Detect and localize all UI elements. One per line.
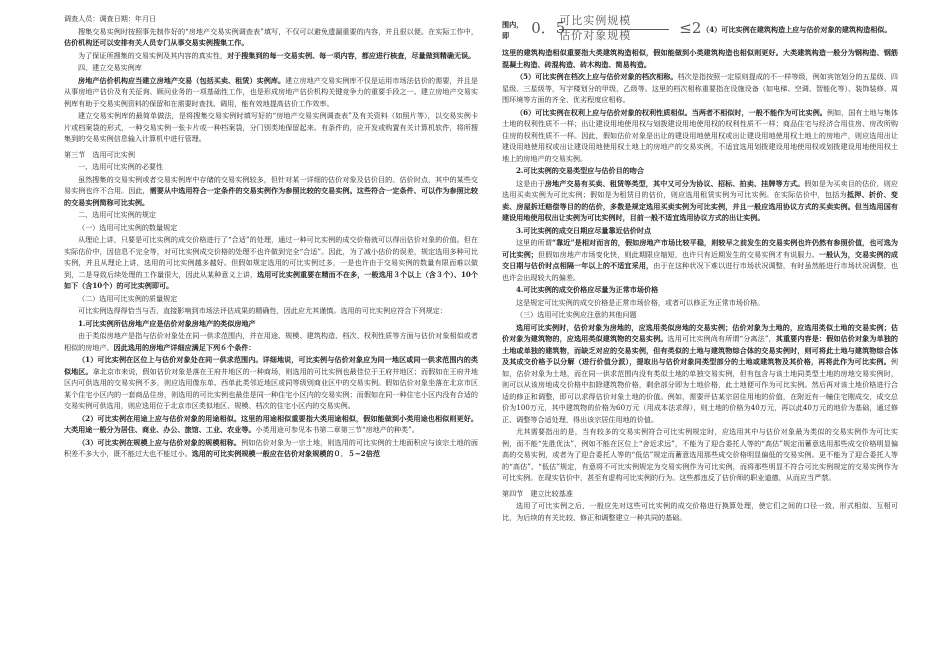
paragraph: （2）可比实例在用途上应与估价对象的用途相似。这里的用途相似重要指大类用途相似，假如能做到小类用途也相似则更好。大类用途一般分为居住、商业、办公、旅馆、工业、农业等。小类用途可参见本书第二章第三节“房地产的种类”。 — [64, 413, 478, 434]
heading: 一、选用可比实例的必要性 — [78, 162, 164, 171]
section-heading: 第三节 选用可比实例 — [64, 149, 135, 159]
formula-upper-bound: ≤2 — [679, 19, 702, 37]
paragraph: （3）可比实例在规模上应与估价对象的规模相称。例如估价对象为一宗土地，则选用的可比实例的土地面积应与该宗土地的面积差不多大小，既不能过大也不能过小。选用的可比实例规模一般应在估价对象规模的０．５~2倍范 — [64, 437, 479, 458]
paragraph: 这里的建筑构造相似重要指大类建筑构造相似，假如能做到小类建筑构造也相似则更好。大类建筑构造一般分为钢构造、钢筋混凝土构造、砖混构造、砖木构造、简易构造。 — [502, 48, 898, 69]
survey-info-line: 调查人员：调查日期：年月日 — [64, 14, 157, 23]
subheading: （一）选用可比实例的数量规定 — [78, 222, 178, 232]
numbered-heading: 2.可比实例的交易类型应与估价目的吻合 — [516, 166, 644, 175]
paragraph: 尤其需要指出的是，当有较多的交易实例符合可比实例规定时，应选用其中与估价对象最为类似的交易实例作为可比实例，而不能“先胜优汰”，例如不能在区位上“舍近求远”，不能为了迎合委托人等的“高估”规定而蓄意选用那些成交价格明显偏高的交易实例，或者为了迎合委托人等的“低估”规定而蓄意选用那些成交价格明显偏低的交易实例。更不能为了迎合委托人等的“高估”、“低估”规定，有意将不可比实例规定为交易实例作为可比实例，而将那些明显不符合可比实例规定的交易实例作为可比实例。在现实估价中，甚至有虚构可比实例的行为。这些都违反了估价师的职业道德，从而应当严禁。 — [502, 427, 898, 482]
paragraph: 选用了可比实例之后，一般应先对这些可比实例的成交价格进行换算处理，使它们之间的口径一致、形式相似、互相可比，为后续的有关比较、修正和调整建立一种共同的基础。 — [502, 501, 898, 522]
paragraph: 建立交易实例库的最简单做法，是将搜集交易实例时填写好的“房地产交易实例调查表”及有关资料（如照片等），以交易实例卡片或档案袋的形式，一种交易实例一张卡片或一种档案袋，分门别类地保留起来。有条件的，应开发或购置有关计算机软件，将所搜集到的交易实例信息输入计算机中进行管理。 — [64, 111, 478, 143]
paragraph: 虽然搜集的交易实例或者交易实例库中存储的交易实例较多，但针对某一详细的估价对象及估价目的、估价时点，其中的某些交易实例也许不合用。因此，需要从中选用符合一定条件的交易实例作为参照比较的交易实例。这些符合一定条件、可以作为参照比较的交易实例简称可比实例。 — [64, 174, 479, 207]
paragraph: 搜集交易实例时按照事先制作好的“房地产交易实例调查表”填写，不仅可以避免遗漏重要的内容，并且很以便。在实际工作中，估价机构还可以安排有关人员专门从事交易实例搜集工作。 — [64, 26, 478, 47]
left-column — [64, 13, 478, 461]
heading: 四、建立交易实例库 — [78, 63, 142, 72]
paragraph: 房地产估价机构应当建立房地产交易（包括买卖、租赁）实例库。建立房地产交易实例库不仅是运用市场法估价的需要，并且是从事房地产估价及有关征询、顾问业务的一项基础性工作，也是形成房地产估价机构关键竞争力的重要手段之一。建立房地产交易实例库有助于交易实例资料的保留和在需要时查找、调用，能有效地提高估价工作效率。 — [64, 75, 479, 108]
heading: 二、选用可比实例的规定 — [78, 210, 157, 219]
formula-tail-text: （4）可比实例在建筑构造上应与估价对象的建筑构造相似。 — [702, 25, 892, 35]
paragraph: （1）可比实例在区位上与估价对象处在同一供求范围内。详细地说，可比实例与估价对象应为同一地区或同一供求范围内的类似地区。拿北京市来说，假如估价对象是落在王府井地区的一种商场，则选用的可比实例也最佳位于王府井地区；而假如在王府井地区内可供选用的交易实例不多，则应选用像东单、西单此类邻近地区或同等级别商业区中的交易实例。假如估价对象坐落在北京市区某个住宅小区内的一套商品住房，则选用的可比实例也最佳是同一种住宅小区内的交易实例；而假如在同一种住宅小区内没有合适的交易实例可供选用，则应选用位于北京市区类似地区、规模、档次的住宅小区内的交易实例。 — [64, 355, 479, 410]
paragraph: 从理论上讲，只要是可比实例的成交价格进行了“合适”的处理，通过一种可比实例的成交价格就可以得出估价对象的价值。但在实际估价中，因信息不完全等，对可比实例成交价格的处理不也许做到完全“合适”。因此，为了减小估价的误差，规定选用多种可比实例，并且从理论上讲，选用的可比实例越多越好。但假如规定选用的可比实例过多，一是也许由于交易实例的数量有限而难以做到，二是导致后续处理的工作量很大，因此从某种意义上讲，选用可比实例重要在精而不在多，一般选用３个以上（含３个）、10个如下（含10个）的可比实例即可。 — [64, 235, 478, 290]
formula-lower-bound: 0．5 — [531, 19, 566, 37]
formula-line — [502, 13, 898, 47]
numbered-heading: 3.可比实例的成交日期应尽量靠近估价时点 — [516, 225, 652, 235]
subheading: （二）选用可比实例的质量规定 — [78, 293, 178, 303]
paragraph: （5）可比实例在档次上应与估价对象的档次相称。档次是指按照一定原则提成的不一样等级，例如宾馆划分的五星级、四星级、三星级等，写字楼划分的甲级、乙级等。这里的档次相称重要指在设施设备（如电梯、空调、智能化等）、装饰装修、周围环境等方面的齐全、优劣程度应相称。 — [502, 72, 899, 104]
scale-ratio-formula — [529, 15, 702, 45]
paragraph: 为了保证所搜集的交易实例及其内容的真实性，对于搜集到的每一交易实例、每一项内容，都应进行核查，尽量做到精确无误。 — [78, 50, 476, 60]
paragraph: 这是由于房地产交易有买卖、租赁等类型，其中又可分为协议、招标、拍卖、挂牌等方式。假如是为买卖目的估价，则应选用买卖实例为可比实例；假如是为租赁目的估价，则应选用租赁实例为可比实例。在实际估价中，包括为抵押、折价、变卖、房屋拆迁赔偿等目的的估价，多数是规定选用买卖实例为可比实例，并且一般应选用协议方式的买卖实例。但当选用国有建设用地使用权出让实例为可比实例时，目前一般不适宜选用协议方式的出让实例。 — [502, 178, 899, 222]
paragraph: 选用可比实例时，估价对象为房地的，应选用类似房地的交易实例；估价对象为土地的，应选用类似土地的交易实例；估价对象为建筑物的，应选用类似建筑物的交易实例。选用可比实例尚有所谓“分离法”，其重要内容是：假如估价对象为单独的土地或单独的建筑物，而缺乏对应的交易实例，但有类似的土地与建筑物综合体的交易实例时，则可将此土地与建筑物综合体及其成交价格予以分解（进行价值分派），提取出与估价对象同类型部分的土地或建筑物及其价格，再将此作为可比实例。例如，估价对象为土地，而在同一供求范围内没有类似土地的单独交易实例，但有包含与该土地同类型土地的房地交易实例时，则可以从该房地成交价格中扣除建筑物价格，剩余部分即为土地价格，此土地便可作为可比实例。然后再对该土地价格进行合适的修正和调整，即可以求得估价对象土地的价值。例如，需要评估某宗居住用地的价值，在附近有一幢住宅刚成交，成交总价为100万元，其中建筑物的价格为60万元（用成本法求得），则土地的价格为40万元，再以此40万元的地价为基础，通过修正、调整等合适处理，得出该宗居住用地的价值。 — [502, 322, 898, 424]
numbered-heading: 1.可比实例所估房地产应是估价对象房地产的类似房地产 — [78, 318, 256, 328]
formula-lead-text: 围内，即 — [502, 19, 524, 40]
paragraph: 这是规定可比实例的成交价格是正常市场价格，或者可以修正为正常市场价格。 — [516, 297, 765, 307]
subheading: （三）选用可比实例应注意的其他问题 — [516, 310, 637, 319]
paragraph: （6）可比实例在权利上应与估价对象的权利性质相似。当两者不相似时，一般不能作为可比实例。例如，国有土地与集体土地的权利性质不一样；出让建设用地使用权与划拨建设用地使用权的权利性质不一样；商品住宅与经济合用住房、房改所购住房的权利性质不一样。因此，假如估价对象是出让的建设用地使用权或出让建设用地使用权土地上的房地产，则应选用出让建设用地使用权或出让建设用地使用权土地上的房地产的交易实例，不适宜选用划拨建设用地使用权或划拨建设用地使用权土地上的房地产的交易实例。 — [502, 107, 898, 163]
section-heading: 第四节 建立比较基准 — [502, 488, 573, 498]
right-column — [502, 13, 898, 524]
numbered-heading: 4.可比实例的成交价格应尽量为正常市场价格 — [516, 285, 659, 294]
paragraph: 由于类似房地产是指与估价对象处在同一供求范围内，并在用途、规模、建筑构造、档次、权利性质等方面与估价对象相似或者相似的房地产。因此选用的房地产详细应满足下列６个条件： — [64, 331, 478, 352]
paragraph: 可比实例选得得恰当与否，直接影响到市场法评估成果的精确性，因此应尤其谨慎。选用的可比实例应符合下列规定： — [78, 306, 447, 315]
formula-denominator: 估价对象规模 — [559, 29, 632, 42]
formula-numerator: 可比实例规模 — [559, 14, 632, 27]
paragraph: 这里的所谓“靠近”是相对而言的，假如房地产市场比较平稳，则较早之前发生的交易实例也许仍然有参照价值，也可选为可比实例；但假如房地产市场变化快，则此期限应缩短，也许只有近期发生的交易实例才有说服力。一般认为，交易实例的成交日期与估价时点相隔一年以上的不适宜采用，由于在这种状况下难以进行市场状况调整，有时虽然能进行市场状况调整，也也许会出现较大的偏差。 — [502, 238, 899, 282]
